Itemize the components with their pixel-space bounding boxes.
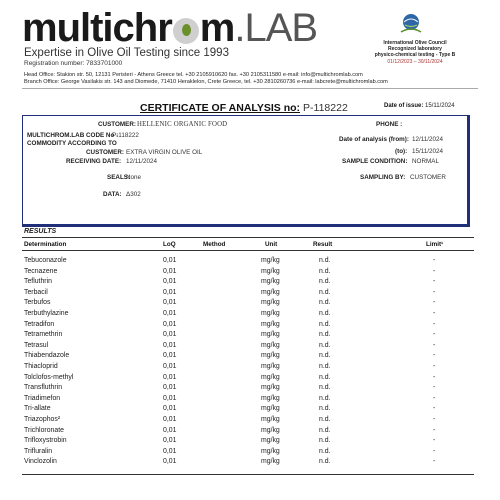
customer-label: CUSTOMER: xyxy=(98,121,137,128)
result-cell: n.d. xyxy=(319,267,331,275)
sampling-by-value: CUSTOMER xyxy=(410,174,446,181)
table-row xyxy=(22,404,474,415)
analysis-from-value: 12/11/2024 xyxy=(412,136,444,143)
receiving-date-value: 12/11/2024 xyxy=(126,158,158,165)
analysis-from-label: Date of analysis (from): xyxy=(339,136,409,143)
issue-date-value: 15/11/2024 xyxy=(425,103,455,109)
limit-cell: - xyxy=(433,416,436,423)
unit-cell: mg/kg xyxy=(261,310,280,317)
table-row xyxy=(22,277,474,288)
branch-office-line: Branch Office: George Vasilakis str. 143 and Diomede, 71410 Heraklelon, Crete Greece, tel. +30 2810260736 e-mail: labcrete@multichromlab.com xyxy=(24,79,388,85)
unit-cell: mg/kg xyxy=(261,257,280,264)
result-cell: n.d. xyxy=(319,426,331,434)
loq-cell: 0,01 xyxy=(163,458,177,466)
loq-cell: 0,01 xyxy=(163,363,177,370)
result-cell: n.d. xyxy=(319,384,331,392)
lab-code-value: P-118222 xyxy=(112,132,139,139)
analysis-to-value: 15/11/2024 xyxy=(412,148,444,155)
limit-cell: - xyxy=(433,384,436,392)
unit-cell: mg/kg xyxy=(261,394,280,402)
determination-cell: Tetradifon xyxy=(24,320,55,328)
col-loq: LoQ xyxy=(163,241,176,248)
commodity-label: COMMODITY ACCORDING TO xyxy=(27,140,117,147)
loq-cell: 0,01 xyxy=(163,352,177,360)
result-cell: n.d. xyxy=(319,363,331,370)
loq-cell: 0,01 xyxy=(163,447,177,455)
loq-cell: 0,01 xyxy=(163,384,177,392)
phone-label: PHONE : xyxy=(376,121,403,128)
loq-cell: 0,01 xyxy=(163,310,177,317)
loq-cell: 0,01 xyxy=(163,320,177,328)
data-label: DATA: xyxy=(103,191,122,198)
unit-cell: mg/kg xyxy=(261,458,280,466)
limit-cell: - xyxy=(433,257,436,264)
results-table-header xyxy=(22,237,474,251)
determination-cell: Tetramethrin xyxy=(24,331,63,339)
unit-cell: mg/kg xyxy=(261,384,280,392)
head-office-line: Head Office: Stakion str. 50, 12131 Peristeri - Athens Greece tel. +30 2105910620 fax. +30 2105311580 e-mail: info@multichromlab.com xyxy=(24,72,363,78)
ioc-title: International Olive Council xyxy=(383,40,447,46)
commodity-value: EXTRA VIRGIN OLIVE OIL xyxy=(126,149,203,156)
limit-cell: - xyxy=(433,288,436,296)
seals-value: None xyxy=(126,174,142,181)
ioc-emblem-icon xyxy=(398,12,424,36)
ioc-type: physico-chemical testing - Type B xyxy=(374,52,456,59)
loq-cell: 0,01 xyxy=(163,299,177,307)
limit-cell: - xyxy=(433,341,436,349)
ioc-recognition xyxy=(360,40,470,65)
result-cell: n.d. xyxy=(319,447,331,455)
limit-cell: - xyxy=(433,373,436,381)
limit-cell: - xyxy=(433,426,436,434)
unit-cell: mg/kg xyxy=(261,416,280,423)
determination-cell: Trifloxystrobin xyxy=(24,437,67,445)
sampling-by-label: SAMPLING BY: xyxy=(360,174,406,181)
certificate-number: P-118222 xyxy=(303,102,348,114)
limit-cell: - xyxy=(433,310,436,317)
unit-cell: mg/kg xyxy=(261,331,280,339)
determination-cell: Tefluthrin xyxy=(24,278,52,286)
lab-logo xyxy=(22,8,317,48)
loq-cell: 0,01 xyxy=(163,278,177,286)
table-row xyxy=(22,394,474,405)
limit-cell: - xyxy=(433,394,436,402)
determination-cell: Vinclozolin xyxy=(24,458,57,466)
receiving-date-label: RECEIVING DATE: xyxy=(66,158,122,165)
determination-cell: Tecnazene xyxy=(24,267,58,275)
loq-cell: 0,01 xyxy=(163,331,177,339)
table-row xyxy=(22,288,474,299)
table-row xyxy=(22,457,474,468)
limit-cell: - xyxy=(433,437,436,445)
certificate-title xyxy=(140,102,348,114)
col-unit: Unit xyxy=(265,241,278,248)
olive-drop-icon xyxy=(173,18,199,44)
table-row xyxy=(22,298,474,309)
unit-cell: mg/kg xyxy=(261,278,280,286)
unit-cell: mg/kg xyxy=(261,437,280,445)
loq-cell: 0,01 xyxy=(163,373,177,381)
unit-cell: mg/kg xyxy=(261,320,280,328)
loq-cell: 0,01 xyxy=(163,405,177,413)
sample-condition-label: SAMPLE CONDITION: xyxy=(342,158,408,165)
table-row xyxy=(22,383,474,394)
issue-date-label: Date of issue: xyxy=(384,103,424,109)
determination-cell: Thiabendazole xyxy=(24,352,70,360)
determination-cell: Terbuthylazine xyxy=(24,310,69,317)
result-cell: n.d. xyxy=(319,257,331,264)
result-cell: n.d. xyxy=(319,394,331,402)
col-determination: Determination xyxy=(24,241,67,248)
unit-cell: mg/kg xyxy=(261,405,280,413)
unit-cell: mg/kg xyxy=(261,341,280,349)
logo-lab-suffix: .LAB xyxy=(234,6,318,50)
table-row xyxy=(22,341,474,352)
table-row xyxy=(22,267,474,278)
limit-cell: - xyxy=(433,278,436,286)
col-result: Result xyxy=(313,241,333,248)
table-row xyxy=(22,362,474,373)
determination-cell: Trichloronate xyxy=(24,426,64,434)
result-cell: n.d. xyxy=(319,331,331,339)
loq-cell: 0,01 xyxy=(163,394,177,402)
loq-cell: 0,01 xyxy=(163,288,177,296)
result-cell: n.d. xyxy=(319,405,331,413)
lab-tagline: Expertise in Olive Oil Testing since 1993 xyxy=(24,47,229,59)
limit-cell: - xyxy=(433,352,436,360)
result-cell: n.d. xyxy=(319,352,331,360)
result-cell: n.d. xyxy=(319,341,331,349)
determination-cell: Tebuconazole xyxy=(24,257,67,264)
table-row xyxy=(22,351,474,362)
lab-code-label: MULTICHROM.LAB CODE No : xyxy=(27,132,119,139)
certificate-title-text: CERTIFICATE OF ANALYSIS no: xyxy=(140,102,301,114)
determination-cell: Tolclofos-methyl xyxy=(24,373,74,381)
limit-cell: - xyxy=(433,299,436,307)
col-limit: Limit¹ xyxy=(426,241,444,248)
loq-cell: 0,01 xyxy=(163,341,177,349)
limit-cell: - xyxy=(433,267,436,275)
unit-cell: mg/kg xyxy=(261,352,280,360)
table-row xyxy=(22,256,474,267)
result-cell: n.d. xyxy=(319,373,331,381)
result-cell: n.d. xyxy=(319,320,331,328)
unit-cell: mg/kg xyxy=(261,426,280,434)
table-row xyxy=(22,320,474,331)
loq-cell: 0,01 xyxy=(163,257,177,264)
logo-text: multichr xyxy=(22,6,172,50)
determination-cell: Thiacloprid xyxy=(24,363,58,370)
determination-cell: Tetrasul xyxy=(24,341,49,349)
limit-cell: - xyxy=(433,331,436,339)
unit-cell: mg/kg xyxy=(261,299,280,307)
analysis-to-label: (to): xyxy=(395,148,408,155)
table-bottom-rule xyxy=(22,474,474,475)
table-row xyxy=(22,309,474,320)
result-cell: n.d. xyxy=(319,458,331,466)
sample-condition-value: NORMAL xyxy=(412,158,439,165)
result-cell: n.d. xyxy=(319,416,331,423)
table-row xyxy=(22,330,474,341)
ioc-validity: 01/12/2023 – 30/11/2024 xyxy=(387,58,443,65)
table-row xyxy=(22,373,474,384)
logo-text-end: m xyxy=(199,6,235,50)
unit-cell: mg/kg xyxy=(261,373,280,381)
ioc-recognized: Recognized laboratory xyxy=(388,46,442,53)
commodity-customer-label: CUSTOMER: xyxy=(86,149,125,156)
table-row xyxy=(22,426,474,437)
table-row xyxy=(22,436,474,447)
unit-cell: mg/kg xyxy=(261,447,280,455)
determination-cell: Triadimefon xyxy=(24,394,61,402)
unit-cell: mg/kg xyxy=(261,267,280,275)
table-row xyxy=(22,415,474,426)
unit-cell: mg/kg xyxy=(261,288,280,296)
loq-cell: 0,01 xyxy=(163,267,177,275)
registration-number: Registration number: 7833701000 xyxy=(24,60,123,67)
table-row xyxy=(22,447,474,458)
determination-cell: Terbufos xyxy=(24,299,51,307)
limit-cell: - xyxy=(433,447,436,455)
seals-label: SEALS: xyxy=(107,174,131,181)
result-cell: n.d. xyxy=(319,288,331,296)
customer-value: HELLENIC ORGANIC FOOD xyxy=(137,120,228,128)
loq-cell: 0,01 xyxy=(163,426,177,434)
data-value: Δ302 xyxy=(126,191,141,198)
determination-cell: Triazophos² xyxy=(24,416,61,423)
determination-cell: Transfluthrin xyxy=(24,384,63,392)
issue-date xyxy=(384,103,455,109)
header-divider xyxy=(22,88,478,89)
result-cell: n.d. xyxy=(319,278,331,286)
col-method: Method xyxy=(203,241,226,248)
limit-cell: - xyxy=(433,363,436,370)
determination-cell: Trifluralin xyxy=(24,447,53,455)
loq-cell: 0,01 xyxy=(163,416,177,423)
determination-cell: Tri-allate xyxy=(24,405,51,413)
limit-cell: - xyxy=(433,405,436,413)
result-cell: n.d. xyxy=(319,299,331,307)
loq-cell: 0,01 xyxy=(163,437,177,445)
determination-cell: Terbacil xyxy=(24,288,48,296)
unit-cell: mg/kg xyxy=(261,363,280,370)
result-cell: n.d. xyxy=(319,310,331,317)
limit-cell: - xyxy=(433,320,436,328)
limit-cell: - xyxy=(433,458,436,466)
result-cell: n.d. xyxy=(319,437,331,445)
results-heading: RESULTS xyxy=(24,228,57,235)
